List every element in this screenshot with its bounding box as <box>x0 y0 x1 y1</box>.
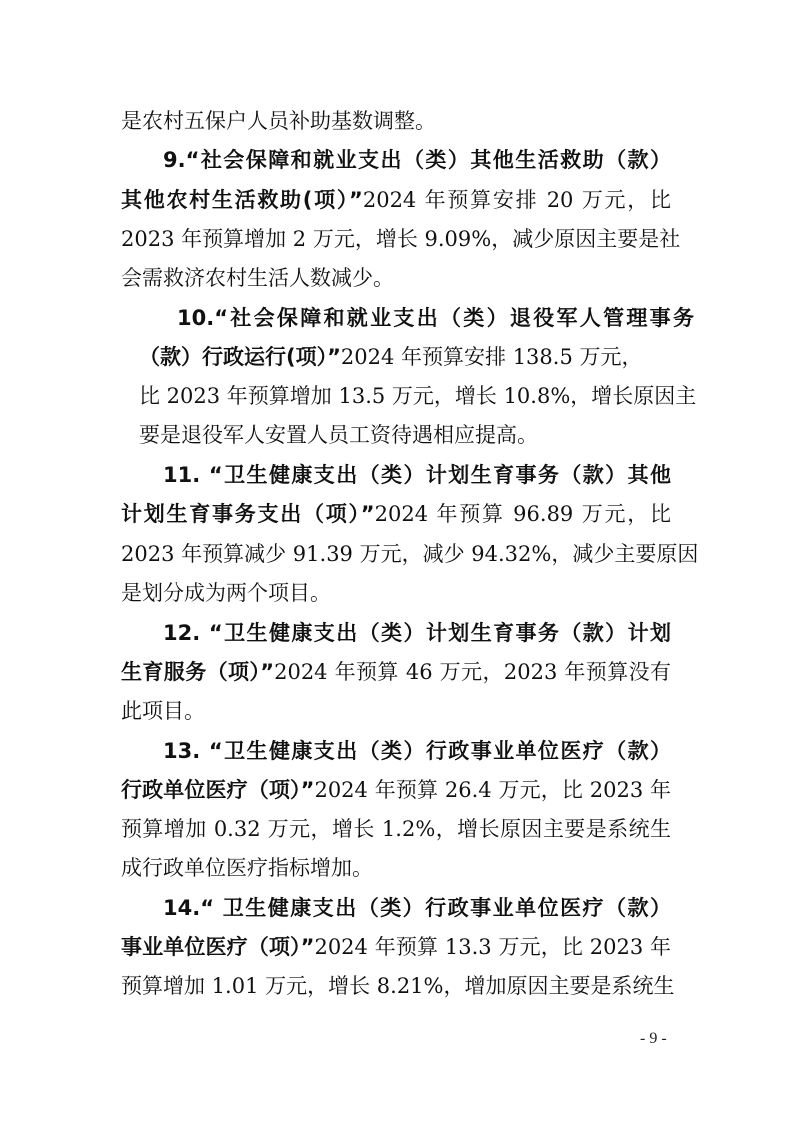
text-line: 事业单位医疗（项）”2024 年预算 13.3 万元，比 2023 年 <box>121 935 671 959</box>
text-line: 预算增加 0.32 万元，增长 1.2%，增长原因主要是系统生 <box>121 817 671 841</box>
text-line: 比 2023 年预算增加 13.5 万元，增长 10.8%，增长原因主 <box>139 384 697 408</box>
text-line: 会需救济农村生活人数减少。 <box>121 266 394 290</box>
text-line: 要是退役军人安置人员工资待遇相应提高。 <box>139 423 538 447</box>
text-line: （款）行政运行(项）”2024 年预算安排 138.5 万元， <box>139 345 643 369</box>
text-line: 此项目。 <box>121 699 205 723</box>
text-line: 2023 年预算减少 91.39 万元，减少 94.32%，减少主要原因 <box>121 542 699 566</box>
paragraph-heading: 13. “卫生健康支出（类）行政事业单位医疗（款） <box>163 739 671 763</box>
text-line: 是划分成为两个项目。 <box>121 581 331 605</box>
paragraph-heading: 12. “卫生健康支出（类）计划生育事务（款）计划 <box>163 621 671 645</box>
text-line: 2023 年预算增加 2 万元，增长 9.09%，减少原因主要是社 <box>121 227 681 251</box>
text-line: 预算增加 1.01 万元，增长 8.21%，增加原因主要是系统生 <box>121 974 675 998</box>
paragraph-heading: 11. “卫生健康支出（类）计划生育事务（款）其他 <box>163 463 671 487</box>
text-line: 生育服务（项）”2024 年预算 46 万元，2023 年预算没有 <box>121 660 671 684</box>
page-number: - 9 - <box>640 1030 667 1047</box>
paragraph-heading: 9.“社会保障和就业支出（类）其他生活救助（款） <box>163 148 671 172</box>
text-line: 计划生育事务支出（项）”2024 年预算 96.89 万元，比 <box>121 502 671 526</box>
text-line: 行政单位医疗（项）”2024 年预算 26.4 万元，比 2023 年 <box>121 778 671 802</box>
paragraph-heading: 10.“社会保障和就业支出（类）退役军人管理事务 <box>177 306 694 330</box>
paragraph-heading: 14.“ 卫生健康支出（类）行政事业单位医疗（款） <box>163 896 671 920</box>
text-line: 是农村五保户人员补助基数调整。 <box>121 109 436 133</box>
text-line: 其他农村生活救助(项）”2024 年预算安排 20 万元，比 <box>121 188 671 212</box>
text-line: 成行政单位医疗指标增加。 <box>121 856 373 880</box>
